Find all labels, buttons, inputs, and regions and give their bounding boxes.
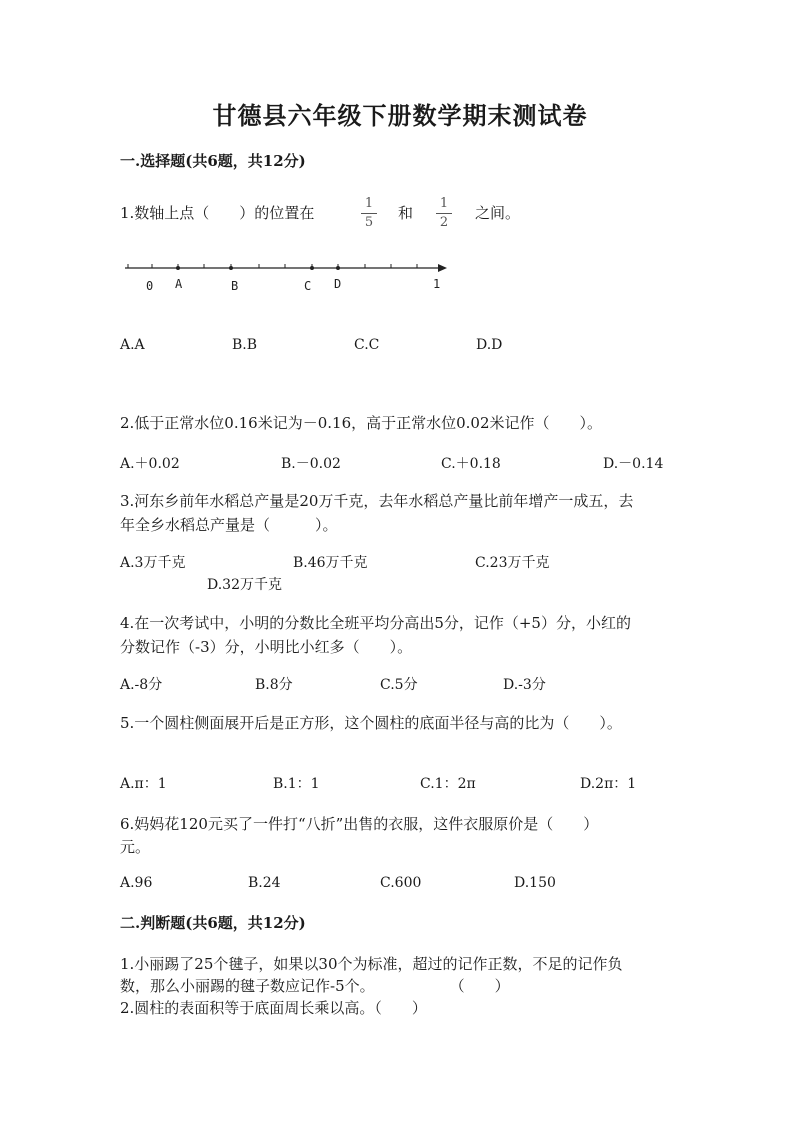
q3-option-a: A.3万千克 [120, 555, 186, 571]
point-b-marker [229, 266, 233, 270]
q1-option-b: B.B [232, 337, 258, 353]
question-3-line1: 3.河东乡前年水稻总产量是20万千克，去年水稻总产量比前年增产一成五，去 [120, 492, 634, 510]
q1-option-a: A.A [120, 337, 145, 353]
fraction-numerator: 1 [439, 196, 449, 211]
q5-option-b: B.1：1 [273, 776, 320, 792]
q4-option-b: B.8分 [255, 677, 293, 693]
fraction-denominator: 2 [439, 215, 449, 230]
question-1-connector: 和 [398, 204, 414, 222]
judgement-1-line2: 数，那么小丽踢的毽子数应记作-5个。 （ ） [120, 977, 510, 995]
q1-option-c: C.C [354, 337, 380, 353]
q6-option-b: B.24 [248, 875, 281, 891]
q3-option-d: D.32万千克 [207, 577, 282, 593]
point-d-marker [336, 266, 340, 270]
question-1-tail: 之间。 [475, 204, 521, 222]
q3-option-b: B.46万千克 [293, 555, 368, 571]
fraction-denominator: 5 [364, 215, 374, 230]
label-b: B [231, 279, 239, 293]
q5-option-d: D.2π：1 [580, 776, 637, 792]
point-a-marker [176, 266, 180, 270]
question-4-line1: 4.在一次考试中，小明的分数比全班平均分高出5分，记作（+5）分，小红的 [120, 614, 631, 632]
judgement-2-text: 2.圆柱的表面积等于底面周长乘以高。（ ） [120, 999, 427, 1017]
question-6-line1: 6.妈妈花120元买了一件打“八折”出售的衣服，这件衣服原价是（ ） [120, 815, 599, 833]
label-d: D [334, 277, 342, 291]
fraction-one-fifth [361, 196, 377, 231]
number-line-ticks [128, 264, 417, 268]
fraction-one-half [436, 196, 452, 231]
label-c: C [304, 279, 312, 293]
fraction-bar [361, 213, 377, 214]
question-5-text: 5.一个圆柱侧面展开后是正方形，这个圆柱的底面半径与高的比为（ ）。 [120, 714, 622, 732]
q2-option-b: B.－0.02 [281, 456, 341, 472]
fraction-bar [436, 213, 452, 214]
q2-option-d: D.－0.14 [603, 456, 664, 472]
number-line [120, 255, 460, 300]
q5-option-a: A.π：1 [120, 776, 167, 792]
question-6-line2: 元。 [120, 838, 151, 856]
q5-option-c: C.1：2π [420, 776, 476, 792]
point-c-marker [310, 266, 314, 270]
section-heading-choice: 一.选择题(共6题，共12分) [120, 152, 306, 170]
label-a: A [175, 277, 183, 291]
page-title: 甘德县六年级下册数学期末测试卷 [212, 101, 588, 130]
question-1-text: 1.数轴上点（ ）的位置在 [120, 204, 315, 222]
question-2-text: 2.低于正常水位0.16米记为－0.16，高于正常水位0.02米记作（ ）。 [120, 414, 603, 432]
fraction-numerator: 1 [364, 196, 374, 211]
q2-option-c: C.＋0.18 [441, 456, 501, 472]
q6-option-c: C.600 [380, 875, 422, 891]
q6-option-a: A.96 [120, 875, 153, 891]
q4-option-c: C.5分 [380, 677, 418, 693]
label-zero: 0 [146, 279, 154, 293]
question-3-line2: 年全乡水稻总产量是（ ）。 [120, 516, 338, 534]
q2-option-a: A.＋0.02 [120, 456, 180, 472]
number-line-arrow [438, 264, 447, 272]
question-4-line2: 分数记作（-3）分，小明比小红多（ ）。 [120, 638, 413, 656]
q4-option-a: A.-8分 [120, 677, 163, 693]
judgement-1-line1: 1.小丽踢了25个毽子，如果以30个为标准，超过的记作正数，不足的记作负 [120, 955, 623, 973]
q6-option-d: D.150 [514, 875, 556, 891]
q1-option-d: D.D [476, 337, 503, 353]
q3-option-c: C.23万千克 [475, 555, 550, 571]
label-one: 1 [433, 277, 441, 291]
section-heading-judgement: 二.判断题(共6题，共12分) [120, 914, 306, 932]
q4-option-d: D.-3分 [503, 677, 546, 693]
